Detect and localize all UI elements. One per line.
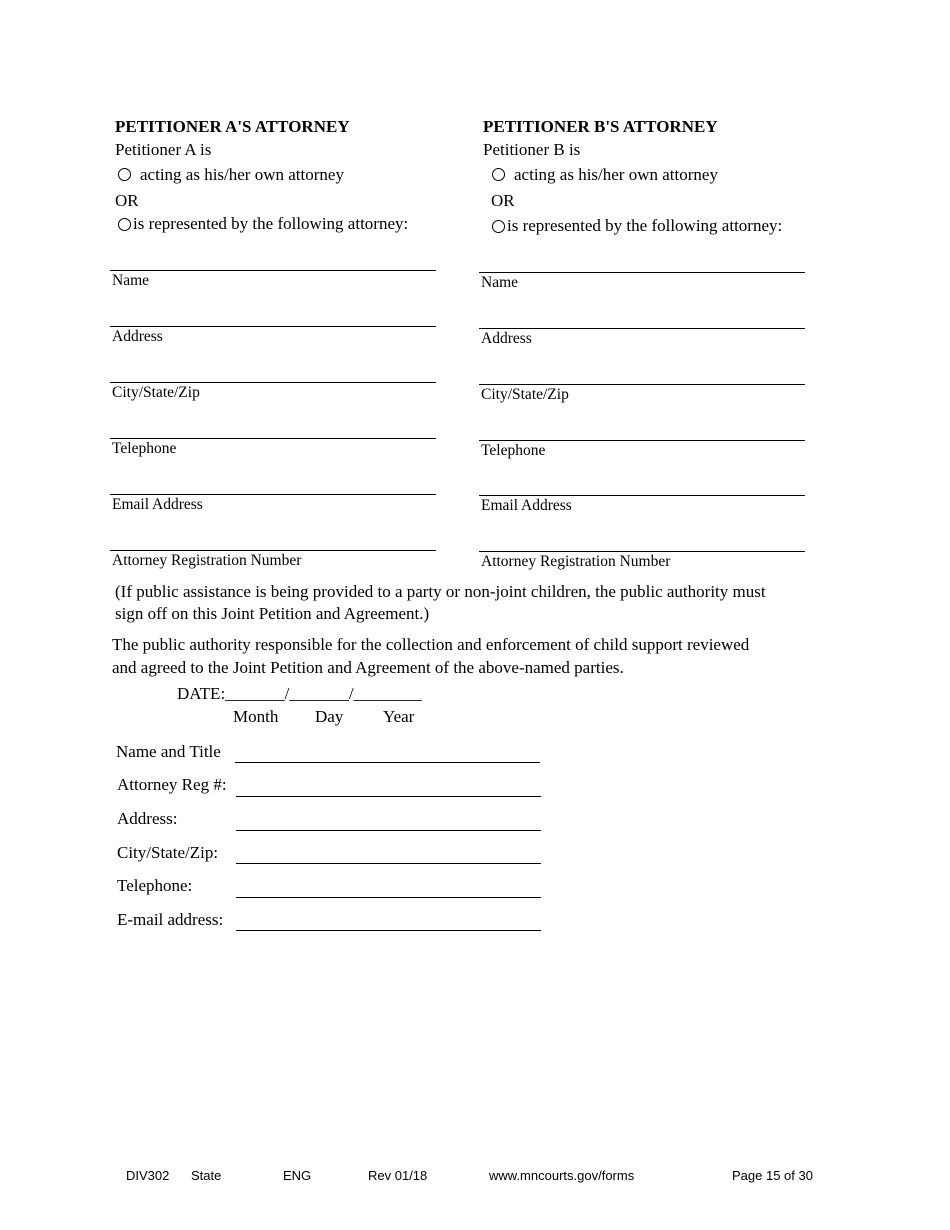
signoff-email-line[interactable] bbox=[236, 930, 541, 931]
petitioner-a-heading: PETITIONER A'S ATTORNEY bbox=[115, 117, 350, 136]
authority-line-1: The public authority responsible for the collection and enforcement of child support reviewed bbox=[112, 635, 750, 654]
petitioner-a-represented-label: is represented by the following attorney: bbox=[133, 214, 409, 233]
petitioner-b-email-line[interactable] bbox=[479, 495, 805, 496]
petitioner-a-city-label: City/State/Zip bbox=[112, 384, 200, 401]
petitioner-b-registration-label: Attorney Registration Number bbox=[481, 553, 671, 570]
petitioner-a-name-line[interactable] bbox=[110, 270, 436, 271]
authority-line-2: and agreed to the Joint Petition and Agreement of the above-named parties. bbox=[112, 658, 624, 677]
footer-revision: Rev 01/18 bbox=[368, 1168, 428, 1183]
petitioner-b-self-label: acting as his/her own attorney bbox=[514, 165, 718, 184]
footer-state: State bbox=[191, 1168, 222, 1183]
petitioner-b-city-label: City/State/Zip bbox=[481, 386, 569, 403]
petitioner-a-city-line[interactable] bbox=[110, 382, 436, 383]
petitioner-b-telephone-label: Telephone bbox=[481, 442, 546, 459]
petitioner-b-name-label: Name bbox=[481, 274, 519, 291]
petitioner-a-telephone-label: Telephone bbox=[112, 440, 177, 457]
petitioner-b-telephone-line[interactable] bbox=[479, 440, 805, 441]
footer-page-number: Page 15 of 30 bbox=[732, 1168, 813, 1183]
signoff-telephone-label: Telephone: bbox=[117, 876, 193, 895]
signoff-name-title-label: Name and Title bbox=[116, 742, 221, 761]
petitioner-a-or: OR bbox=[115, 191, 139, 210]
petitioner-a-registration-line[interactable] bbox=[110, 550, 436, 551]
petitioner-a-name-label: Name bbox=[112, 272, 150, 289]
signoff-address-label: Address: bbox=[117, 809, 178, 828]
petitioner-a-telephone-line[interactable] bbox=[110, 438, 436, 439]
signoff-address-line[interactable] bbox=[236, 830, 541, 831]
date-field[interactable]: DATE:_______/_______/________ bbox=[177, 684, 422, 703]
footer-language: ENG bbox=[283, 1168, 312, 1183]
petitioner-b-self-radio[interactable] bbox=[492, 168, 505, 181]
footer-url[interactable]: www.mncourts.gov/forms bbox=[489, 1168, 635, 1183]
petitioner-b-or: OR bbox=[491, 191, 515, 210]
petitioner-a-intro: Petitioner A is bbox=[115, 140, 212, 159]
petitioner-b-heading: PETITIONER B'S ATTORNEY bbox=[483, 117, 718, 136]
petitioner-a-address-line[interactable] bbox=[110, 326, 436, 327]
petitioner-b-registration-line[interactable] bbox=[479, 551, 805, 552]
public-assistance-line-1: (If public assistance is being provided to a party or non-joint children, the public authority must bbox=[115, 582, 766, 601]
signoff-name-title-line[interactable] bbox=[235, 762, 540, 763]
date-day-label: Day bbox=[315, 707, 344, 726]
petitioner-a-self-label: acting as his/her own attorney bbox=[140, 165, 344, 184]
petitioner-a-email-label: Email Address bbox=[112, 496, 203, 513]
petitioner-b-name-line[interactable] bbox=[479, 272, 805, 273]
petitioner-a-email-line[interactable] bbox=[110, 494, 436, 495]
signoff-reg-line[interactable] bbox=[236, 796, 541, 797]
petitioner-b-represented-radio[interactable] bbox=[492, 220, 505, 233]
petitioner-a-registration-label: Attorney Registration Number bbox=[112, 552, 302, 569]
petitioner-a-represented-radio[interactable] bbox=[118, 218, 131, 231]
signoff-reg-label: Attorney Reg #: bbox=[117, 775, 227, 794]
petitioner-a-address-label: Address bbox=[112, 328, 163, 345]
footer-form-number: DIV302 bbox=[126, 1168, 170, 1183]
date-year-label: Year bbox=[383, 707, 415, 726]
public-assistance-line-2: sign off on this Joint Petition and Agreement.) bbox=[115, 604, 430, 623]
petitioner-b-address-line[interactable] bbox=[479, 328, 805, 329]
signoff-city-line[interactable] bbox=[236, 863, 541, 864]
petitioner-b-city-line[interactable] bbox=[479, 384, 805, 385]
petitioner-b-represented-label: is represented by the following attorney: bbox=[507, 216, 783, 235]
petitioner-b-email-label: Email Address bbox=[481, 497, 572, 514]
signoff-telephone-line[interactable] bbox=[236, 897, 541, 898]
signoff-email-label: E-mail address: bbox=[117, 910, 224, 929]
signoff-city-label: City/State/Zip: bbox=[117, 843, 219, 862]
petitioner-b-address-label: Address bbox=[481, 330, 532, 347]
petitioner-a-self-radio[interactable] bbox=[118, 168, 131, 181]
petitioner-b-intro: Petitioner B is bbox=[483, 140, 581, 159]
date-month-label: Month bbox=[233, 707, 279, 726]
